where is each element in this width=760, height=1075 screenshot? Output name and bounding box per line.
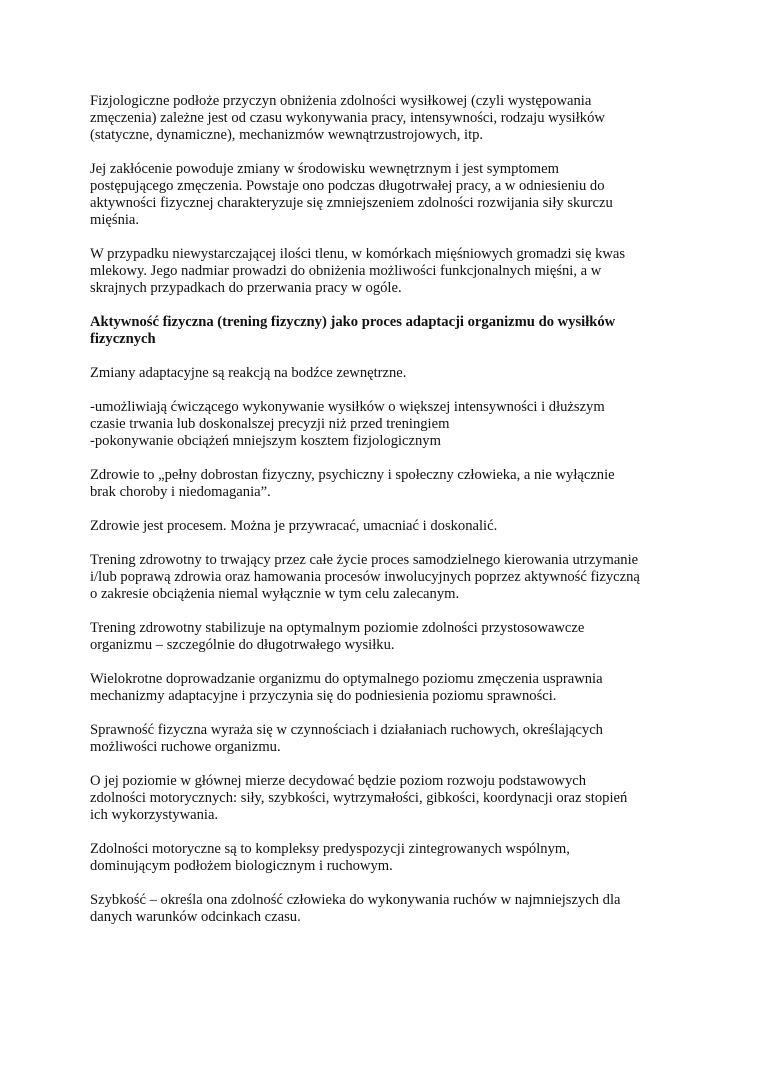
- paragraph-physical-fitness: [90, 722, 675, 756]
- text-line: czasie trwania lub doskonalszej precyzji niż przed treningiem: [90, 416, 450, 432]
- text-line: Trening zdrowotny to trwający przez całe życie proces samodzielnego kierowania utrzymanie: [90, 552, 639, 568]
- text-line: możliwości ruchowe organizmu.: [90, 739, 281, 755]
- text-line: Zdrowie jest procesem. Można je przywracać, umacniać i doskonalić.: [90, 518, 498, 534]
- text-line: -pokonywanie obciążeń mniejszym kosztem fizjologicznym: [90, 433, 441, 449]
- paragraph-oxygen: [90, 246, 675, 297]
- text-line: W przypadku niewystarczającej ilości tlenu, w komórkach mięśniowych gromadzi się kwas: [90, 246, 626, 262]
- paragraph-speed: [90, 892, 675, 926]
- text-line: zdolności motorycznych: siły, szybkości, wytrzymałości, gibkości, koordynacji oraz stopień: [90, 790, 628, 806]
- paragraph-physiology: [90, 93, 675, 144]
- paragraph-fatigue-level: [90, 671, 675, 705]
- text-line: ich wykorzystywania.: [90, 807, 219, 823]
- document-body: [90, 93, 675, 943]
- text-line: Jej zakłócenie powoduje zmiany w środowisku wewnętrznym i jest symptomem: [90, 161, 559, 177]
- text-line: organizmu – szczególnie do długotrwałego wysiłku.: [90, 637, 395, 653]
- text-line: i/lub poprawą zdrowia oraz hamowania procesów inwolucyjnych poprzez aktywność fizyczną: [90, 569, 640, 585]
- paragraph-health-training: [90, 552, 675, 603]
- text-line: Zdolności motoryczne są to kompleksy predyspozycji zintegrowanych wspólnym,: [90, 841, 570, 857]
- text-line: postępującego zmęczenia. Powstaje ono podczas długotrwałej pracy, a w odniesieniu do: [90, 178, 605, 194]
- text-line: o zakresie obciążenia niemal wyłącznie w tym celu zalecanym.: [90, 586, 460, 602]
- paragraph-adaptive-changes: [90, 365, 675, 382]
- text-line: -umożliwiają ćwiczącego wykonywanie wysiłków o większej intensywności i dłuższym: [90, 399, 605, 415]
- paragraph-health-definition: [90, 467, 675, 501]
- paragraph-adaptive-effects: [90, 399, 675, 450]
- paragraph-motor-abilities-level: [90, 773, 675, 824]
- paragraph-disruption: [90, 161, 675, 229]
- text-line: Szybkość – określa ona zdolność człowieka do wykonywania ruchów w najmniejszych dla: [90, 892, 621, 908]
- text-line: aktywności fizycznej charakteryzuje się zmniejszeniem zdolności rozwijania siły skurczu: [90, 195, 613, 211]
- text-line: Sprawność fizyczna wyraża się w czynnościach i działaniach ruchowych, określających: [90, 722, 603, 738]
- heading-line: fizycznych: [90, 331, 156, 347]
- text-line: Wielokrotne doprowadzanie organizmu do optymalnego poziomu zmęczenia usprawnia: [90, 671, 603, 687]
- paragraph-motor-abilities-definition: [90, 841, 675, 875]
- section-heading: [90, 314, 675, 348]
- text-line: zmęczenia) zależne jest od czasu wykonywania pracy, intensywności, rodzaju wysiłków: [90, 110, 605, 126]
- text-line: mechanizmy adaptacyjne i przyczynia się do podniesienia poziomu sprawności.: [90, 688, 557, 704]
- text-line: dominującym podłożem biologicznym i ruchowym.: [90, 858, 393, 874]
- paragraph-health-process: [90, 518, 675, 535]
- text-line: mięśnia.: [90, 212, 140, 228]
- text-line: Fizjologiczne podłoże przyczyn obniżenia zdolności wysiłkowej (czyli występowania: [90, 93, 592, 109]
- text-line: Zmiany adaptacyjne są reakcją na bodźce zewnętrzne.: [90, 365, 407, 381]
- text-line: Trening zdrowotny stabilizuje na optymalnym poziomie zdolności przystosowawcze: [90, 620, 585, 636]
- text-line: (statyczne, dynamiczne), mechanizmów wewnątrzustrojowych, itp.: [90, 127, 484, 143]
- heading-line: Aktywność fizyczna (trening fizyczny) jako proces adaptacji organizmu do wysiłków: [90, 314, 616, 330]
- text-line: mlekowy. Jego nadmiar prowadzi do obniżenia możliwości funkcjonalnych mięśni, a w: [90, 263, 602, 279]
- text-line: brak choroby i niedomagania”.: [90, 484, 271, 500]
- paragraph-training-stabilizes: [90, 620, 675, 654]
- text-line: Zdrowie to „pełny dobrostan fizyczny, psychiczny i społeczny człowieka, a nie wyłącznie: [90, 467, 615, 483]
- text-line: skrajnych przypadkach do przerwania pracy w ogóle.: [90, 280, 402, 296]
- text-line: danych warunków odcinkach czasu.: [90, 909, 301, 925]
- text-line: O jej poziomie w głównej mierze decydować będzie poziom rozwoju podstawowych: [90, 773, 587, 789]
